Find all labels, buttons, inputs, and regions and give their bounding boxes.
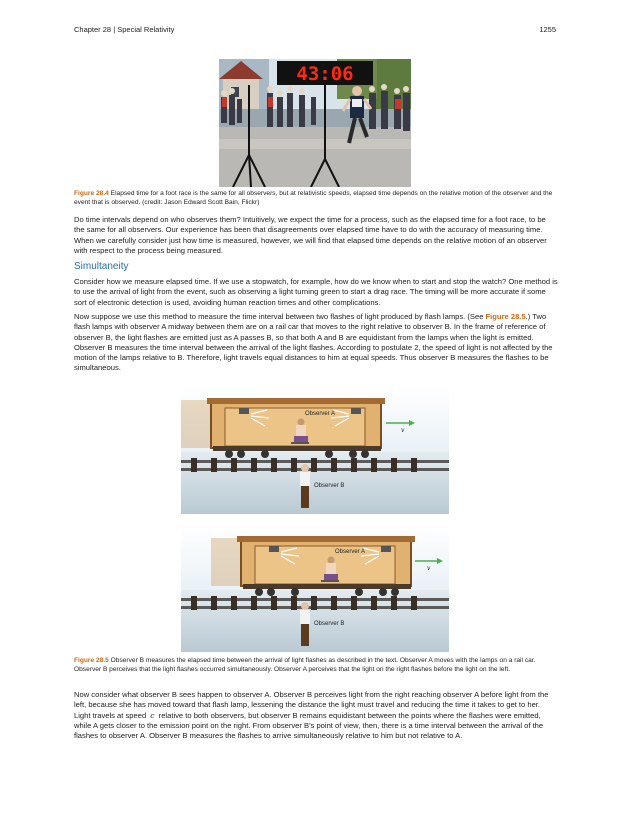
speed-of-light-variable: c [150,710,155,720]
figure-28-5-reference[interactable]: Figure 28.5 [485,312,526,321]
race-photo [219,59,411,187]
figure-28-5-label: Figure 28.5 [74,657,109,664]
paragraph-time-intervals: Do time intervals depend on who observes them? Intuitively, we expect the time for a process, such as the elapsed time for a foot race, to be the same for all observers. Our experience has been that disagreements over elapsed time have to do with the accuracy of measuring time. When we carefully consider just how time is measured, however, we will find that elapsed time depends on the relative motion of an observer with respect to the process being measured. [74,215,547,255]
figure-28-4-caption [74,190,556,207]
figure-28-5-panel-top [181,386,449,514]
paragraph-flash-lamps [74,312,558,374]
figure-28-5-text: Observer B measures the elapsed time between the arrival of light flashes as described in the text. Observer A moves with the lamps on a rail car. Observer B perceives that the light flashes occurred simultaneously. Observer A perceives that the light on the right flashes before the light on the left. [74,657,536,673]
observer-a-label: Observer A [335,549,366,555]
observer-b-label: Observer B [314,483,345,489]
velocity-label: v [401,427,405,434]
section-heading-simultaneity: Simultaneity [74,261,129,272]
paragraph-observer-b-sees-a [74,690,558,741]
chapter-title: Chapter 28 | Special Relativity [74,25,175,34]
figure-28-5-panel-bottom [181,524,449,652]
page-number: 1255 [539,25,556,34]
velocity-label: v [427,565,431,572]
paragraph-observer-b-lead: Now consider what observer B sees happen to observer A. Observer B perceives light from the right reaching observer A before light from the left, because she has moved toward that flash lamp, lessening the distance the light must travel and reducing the time it takes to get to her. Light travels at speed [74,690,549,720]
page-header [74,25,556,34]
paragraph-measure-elapsed-time: Consider how we measure elapsed time. If we use a stopwatch, for example, how do we know when to start and stop the watch? One method is to use the arrival of light from the event, such as observing a light turning green to start a drag race. The timing will be more accurate if some sort of electronic detection is used, avoiding human reaction times and other complications. [74,277,558,307]
race-clock-readout: 43:06 [296,63,354,85]
race-photo-art [219,59,411,187]
figure-28-5-caption [74,657,556,674]
observer-a-label: Observer A [305,411,336,417]
observer-b-label: Observer B [314,621,345,627]
paragraph-observer-b-body: relative to both observers, but observer B remains equidistant between the points where the flashes were emitted, while A gets closer to the emission point on the right. From observer B's point of view, then, there is a time interval between the arrival of the flashes to observer A. Observer B measures the flashes to arrive simultaneously relative to him but not relative to A. [74,710,544,741]
paragraph-flash-lamps-body: .) Two flash lamps with observer A midway between them are on a rail car that moves to the right relative to observer B. In the frame of reference of observer B, the light flashes are emitted just as A passes B, so that both A and B are equidistant from the lamps when the light is emitted. Observer B measures the time interval between the arrival of the light flashes. According to postulate 2, the speed of light is not affected by the motion of the lamps relative to B. Therefore, light travels equal distances to him at equal speeds. Thus observer B measures the flashes to be simultaneous. [74,312,553,373]
figure-28-4-text: Elapsed time for a foot race is the same for all observers, but at relativistic speeds, elapsed time depends on the relative motion of the observer and the event that is observed. (credit: Jason Edward Scott Bain, Flickr) [74,190,553,206]
paragraph-flash-lamps-lead: Now suppose we use this method to measure the time interval between two flashes of light produced by flash lamps. (See [74,312,486,321]
figure-28-4-label: Figure 28.4 [74,190,109,197]
